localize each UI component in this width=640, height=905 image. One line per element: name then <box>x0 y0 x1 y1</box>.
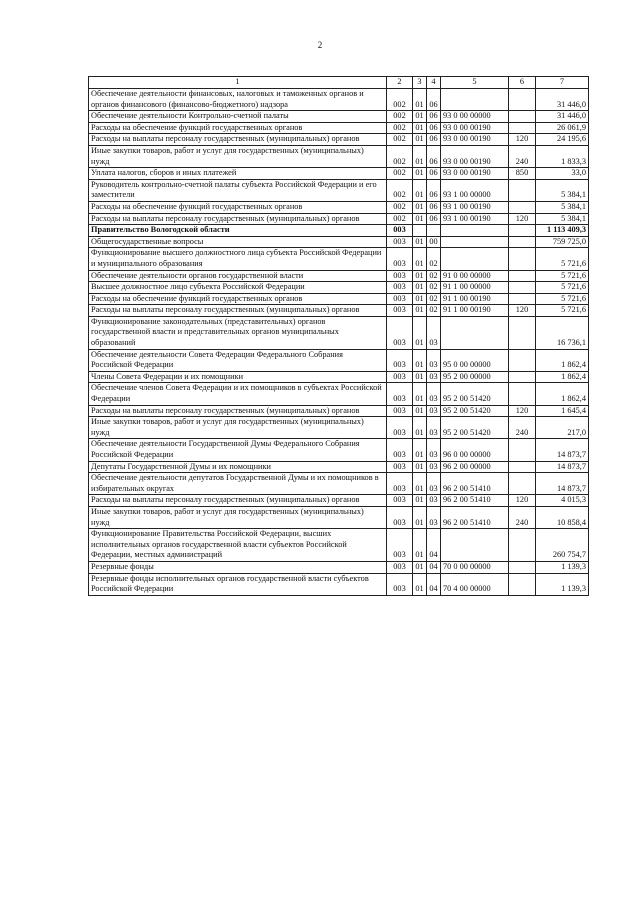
row-code-expense-type <box>509 293 536 305</box>
row-amount: 1 139,3 <box>536 561 589 573</box>
row-code-section: 01 <box>413 305 427 317</box>
row-amount: 14 873,7 <box>536 461 589 473</box>
row-code-subsection: 03 <box>427 439 441 461</box>
row-code-section: 01 <box>413 179 427 201</box>
row-code-ministry: 002 <box>387 145 413 167</box>
row-code-section: 01 <box>413 461 427 473</box>
table-row <box>89 122 589 134</box>
row-code-section: 01 <box>413 495 427 507</box>
row-code-expense-type: 850 <box>509 168 536 180</box>
row-code-target: 95 2 00 51420 <box>441 405 509 417</box>
row-amount: 24 195,6 <box>536 134 589 146</box>
row-code-ministry: 002 <box>387 89 413 111</box>
row-code-ministry: 002 <box>387 122 413 134</box>
row-code-section: 01 <box>413 89 427 111</box>
row-code-expense-type: 120 <box>509 305 536 317</box>
row-name: Правительство Вологодской области <box>89 225 387 237</box>
row-code-expense-type: 240 <box>509 506 536 528</box>
row-amount: 31 446,0 <box>536 89 589 111</box>
row-amount: 26 061,9 <box>536 122 589 134</box>
row-code-target: 93 0 00 00000 <box>441 111 509 123</box>
row-code-subsection: 06 <box>427 111 441 123</box>
row-amount: 5 384,1 <box>536 201 589 213</box>
row-code-target: 96 2 00 51410 <box>441 495 509 507</box>
row-code-target: 70 4 00 00000 <box>441 573 509 595</box>
row-code-subsection: 06 <box>427 168 441 180</box>
row-code-expense-type <box>509 282 536 294</box>
row-code-ministry: 003 <box>387 282 413 294</box>
row-code-ministry: 003 <box>387 417 413 439</box>
row-code-target: 95 2 00 00000 <box>441 371 509 383</box>
row-code-subsection: 06 <box>427 122 441 134</box>
row-amount: 1 139,3 <box>536 573 589 595</box>
row-name: Функционирование Правительства Российской Федерации, высших исполнительных органов государственной власти субъектов Российской Федерации, местных администраций <box>89 529 387 562</box>
row-code-section: 01 <box>413 417 427 439</box>
row-name: Функционирование законодательных (представительных) органов государственной власти и представительных органов муниципальных образований <box>89 316 387 349</box>
table-row <box>89 561 589 573</box>
row-code-target: 95 2 00 51420 <box>441 383 509 405</box>
row-code-expense-type: 120 <box>509 405 536 417</box>
row-name: Расходы на обеспечение функций государственных органов <box>89 122 387 134</box>
row-code-expense-type <box>509 439 536 461</box>
row-code-target: 96 2 00 51410 <box>441 506 509 528</box>
column-header: 3 <box>413 77 427 89</box>
row-code-expense-type <box>509 573 536 595</box>
table-row <box>89 236 589 248</box>
row-name: Обеспечение деятельности депутатов Государственной Думы и их помощников в избирательных округах <box>89 473 387 495</box>
row-code-subsection: 04 <box>427 573 441 595</box>
table-row <box>89 213 589 225</box>
table-row <box>89 495 589 507</box>
row-code-expense-type <box>509 248 536 270</box>
row-code-section: 01 <box>413 145 427 167</box>
row-amount: 217,0 <box>536 417 589 439</box>
row-code-section: 01 <box>413 561 427 573</box>
row-amount: 31 446,0 <box>536 111 589 123</box>
row-code-ministry: 002 <box>387 168 413 180</box>
row-code-target: 91 1 00 00190 <box>441 293 509 305</box>
row-code-target: 93 0 00 00190 <box>441 134 509 146</box>
row-amount: 33,0 <box>536 168 589 180</box>
row-code-ministry: 003 <box>387 383 413 405</box>
table-row <box>89 417 589 439</box>
row-code-expense-type <box>509 89 536 111</box>
row-code-expense-type <box>509 270 536 282</box>
row-code-expense-type <box>509 179 536 201</box>
row-code-section: 01 <box>413 236 427 248</box>
row-code-section: 01 <box>413 371 427 383</box>
column-header: 6 <box>509 77 536 89</box>
row-code-ministry: 003 <box>387 405 413 417</box>
row-code-subsection: 03 <box>427 405 441 417</box>
row-code-target: 95 0 00 00000 <box>441 349 509 371</box>
row-code-subsection: 03 <box>427 417 441 439</box>
row-code-target: 91 1 00 00190 <box>441 305 509 317</box>
row-code-ministry: 002 <box>387 111 413 123</box>
row-name: Резервные фонды исполнительных органов государственной власти субъектов Российской Федерации <box>89 573 387 595</box>
row-code-subsection: 03 <box>427 371 441 383</box>
column-header: 5 <box>441 77 509 89</box>
table-row <box>89 405 589 417</box>
row-amount: 260 754,7 <box>536 529 589 562</box>
row-name: Обеспечение деятельности Совета Федерации Федерального Собрания Российской Федерации <box>89 349 387 371</box>
row-code-target: 96 0 00 00000 <box>441 439 509 461</box>
table-header-row <box>89 77 589 89</box>
row-code-subsection: 02 <box>427 248 441 270</box>
row-code-expense-type <box>509 349 536 371</box>
row-code-subsection: 02 <box>427 282 441 294</box>
row-code-ministry: 003 <box>387 439 413 461</box>
row-code-subsection: 06 <box>427 201 441 213</box>
table-row <box>89 111 589 123</box>
row-code-target: 70 0 00 00000 <box>441 561 509 573</box>
row-code-target: 91 1 00 00000 <box>441 282 509 294</box>
row-code-subsection: 03 <box>427 349 441 371</box>
row-name: Расходы на выплаты персоналу государственных (муниципальных) органов <box>89 495 387 507</box>
row-name: Обеспечение деятельности финансовых, налоговых и таможенных органов и органов финансового (финансово-бюджетного) надзора <box>89 89 387 111</box>
row-code-target: 96 2 00 00000 <box>441 461 509 473</box>
row-code-ministry: 003 <box>387 349 413 371</box>
budget-table <box>88 76 589 596</box>
row-code-ministry: 003 <box>387 270 413 282</box>
row-amount: 1 113 409,3 <box>536 225 589 237</box>
row-code-expense-type: 240 <box>509 145 536 167</box>
column-header: 7 <box>536 77 589 89</box>
row-code-ministry: 003 <box>387 236 413 248</box>
row-code-expense-type: 240 <box>509 417 536 439</box>
row-code-expense-type <box>509 236 536 248</box>
row-code-expense-type <box>509 122 536 134</box>
row-code-subsection: 03 <box>427 316 441 349</box>
row-amount: 759 725,0 <box>536 236 589 248</box>
row-code-target: 93 0 00 00190 <box>441 145 509 167</box>
row-code-expense-type: 120 <box>509 213 536 225</box>
row-code-expense-type <box>509 529 536 562</box>
row-name: Расходы на выплаты персоналу государственных (муниципальных) органов <box>89 405 387 417</box>
row-code-subsection: 02 <box>427 305 441 317</box>
column-header: 1 <box>89 77 387 89</box>
row-code-expense-type <box>509 201 536 213</box>
row-name: Депутаты Государственной Думы и их помощники <box>89 461 387 473</box>
row-code-section: 01 <box>413 282 427 294</box>
row-name: Руководитель контрольно-счетной палаты субъекта Российской Федерации и его заместители <box>89 179 387 201</box>
row-code-subsection: 03 <box>427 473 441 495</box>
row-code-ministry: 002 <box>387 201 413 213</box>
row-code-section: 01 <box>413 248 427 270</box>
row-amount: 1 862,4 <box>536 383 589 405</box>
row-code-expense-type <box>509 225 536 237</box>
table-row <box>89 573 589 595</box>
row-code-ministry: 003 <box>387 225 413 237</box>
table-row <box>89 145 589 167</box>
row-code-target: 93 1 00 00000 <box>441 179 509 201</box>
row-name: Общегосударственные вопросы <box>89 236 387 248</box>
page-number: 2 <box>317 40 323 50</box>
row-code-target: 93 0 00 00190 <box>441 168 509 180</box>
row-code-ministry: 003 <box>387 371 413 383</box>
table-row <box>89 270 589 282</box>
row-code-target: 93 1 00 00190 <box>441 201 509 213</box>
row-code-subsection: 06 <box>427 89 441 111</box>
row-amount: 5 721,6 <box>536 248 589 270</box>
row-amount: 14 873,7 <box>536 473 589 495</box>
table-row <box>89 305 589 317</box>
column-header: 4 <box>427 77 441 89</box>
row-code-section: 01 <box>413 134 427 146</box>
row-code-ministry: 003 <box>387 305 413 317</box>
row-code-ministry: 003 <box>387 561 413 573</box>
row-code-subsection: 06 <box>427 134 441 146</box>
row-amount: 16 736,1 <box>536 316 589 349</box>
row-code-expense-type <box>509 461 536 473</box>
row-name: Обеспечение деятельности органов государственной власти <box>89 270 387 282</box>
row-amount: 5 721,6 <box>536 282 589 294</box>
row-code-expense-type <box>509 316 536 349</box>
table-row <box>89 371 589 383</box>
row-code-section: 01 <box>413 349 427 371</box>
row-code-target <box>441 236 509 248</box>
row-name: Иные закупки товаров, работ и услуг для государственных (муниципальных) нужд <box>89 506 387 528</box>
row-code-section <box>413 225 427 237</box>
row-code-section: 01 <box>413 439 427 461</box>
row-code-expense-type <box>509 371 536 383</box>
row-amount: 5 721,6 <box>536 270 589 282</box>
row-code-expense-type <box>509 383 536 405</box>
table-row <box>89 179 589 201</box>
row-code-target <box>441 89 509 111</box>
table-row <box>89 529 589 562</box>
row-name: Расходы на выплаты персоналу государственных (муниципальных) органов <box>89 305 387 317</box>
row-code-ministry: 002 <box>387 213 413 225</box>
row-name: Расходы на обеспечение функций государственных органов <box>89 201 387 213</box>
row-code-section: 01 <box>413 573 427 595</box>
row-code-section: 01 <box>413 383 427 405</box>
row-code-ministry: 003 <box>387 316 413 349</box>
row-code-ministry: 003 <box>387 293 413 305</box>
row-code-ministry: 003 <box>387 573 413 595</box>
row-code-section: 01 <box>413 168 427 180</box>
row-amount: 10 858,4 <box>536 506 589 528</box>
row-amount: 1 862,4 <box>536 371 589 383</box>
row-name: Резервные фонды <box>89 561 387 573</box>
row-code-subsection: 03 <box>427 506 441 528</box>
table-row <box>89 506 589 528</box>
row-code-subsection <box>427 225 441 237</box>
row-name: Иные закупки товаров, работ и услуг для государственных (муниципальных) нужд <box>89 417 387 439</box>
table-row <box>89 89 589 111</box>
table-row <box>89 349 589 371</box>
row-code-section: 01 <box>413 293 427 305</box>
row-code-ministry: 002 <box>387 134 413 146</box>
row-code-section: 01 <box>413 213 427 225</box>
row-amount: 14 873,7 <box>536 439 589 461</box>
row-code-section: 01 <box>413 122 427 134</box>
row-code-subsection: 06 <box>427 179 441 201</box>
row-code-section: 01 <box>413 316 427 349</box>
table-row <box>89 461 589 473</box>
row-code-expense-type <box>509 561 536 573</box>
row-code-subsection: 00 <box>427 236 441 248</box>
row-name: Иные закупки товаров, работ и услуг для государственных (муниципальных) нужд <box>89 145 387 167</box>
row-code-section: 01 <box>413 506 427 528</box>
row-amount: 1 862,4 <box>536 349 589 371</box>
row-code-ministry: 003 <box>387 473 413 495</box>
row-code-section: 01 <box>413 201 427 213</box>
row-code-target <box>441 529 509 562</box>
row-code-subsection: 02 <box>427 270 441 282</box>
table-row <box>89 168 589 180</box>
row-code-subsection: 06 <box>427 145 441 167</box>
row-code-ministry: 003 <box>387 248 413 270</box>
row-code-expense-type <box>509 111 536 123</box>
row-amount: 1 645,4 <box>536 405 589 417</box>
row-name: Обеспечение деятельности Контрольно-счетной палаты <box>89 111 387 123</box>
row-code-subsection: 06 <box>427 213 441 225</box>
row-code-section: 01 <box>413 405 427 417</box>
table-row <box>89 248 589 270</box>
row-name: Расходы на выплаты персоналу государственных (муниципальных) органов <box>89 134 387 146</box>
row-code-section: 01 <box>413 270 427 282</box>
row-amount: 5 384,1 <box>536 213 589 225</box>
row-name: Высшее должностное лицо субъекта Российской Федерации <box>89 282 387 294</box>
row-code-subsection: 03 <box>427 461 441 473</box>
table-row <box>89 316 589 349</box>
row-amount: 5 721,6 <box>536 293 589 305</box>
row-code-subsection: 04 <box>427 561 441 573</box>
row-code-target <box>441 225 509 237</box>
row-name: Обеспечение членов Совета Федерации и их помощников в субъектах Российской Федерации <box>89 383 387 405</box>
row-code-ministry: 003 <box>387 461 413 473</box>
table-row <box>89 293 589 305</box>
row-code-expense-type: 120 <box>509 134 536 146</box>
row-code-target: 93 1 00 00190 <box>441 213 509 225</box>
row-name: Обеспечение деятельности Государственной Думы Федерального Собрания Российской Федерации <box>89 439 387 461</box>
row-code-ministry: 003 <box>387 495 413 507</box>
table-row <box>89 383 589 405</box>
row-code-ministry: 002 <box>387 179 413 201</box>
row-code-target: 95 2 00 51420 <box>441 417 509 439</box>
row-amount: 5 384,1 <box>536 179 589 201</box>
row-name: Расходы на обеспечение функций государственных органов <box>89 293 387 305</box>
row-code-ministry: 003 <box>387 506 413 528</box>
row-code-ministry: 003 <box>387 529 413 562</box>
row-code-target <box>441 248 509 270</box>
row-amount: 4 015,3 <box>536 495 589 507</box>
row-code-subsection: 03 <box>427 495 441 507</box>
column-header: 2 <box>387 77 413 89</box>
row-amount: 1 833,3 <box>536 145 589 167</box>
row-code-section: 01 <box>413 529 427 562</box>
table-row <box>89 282 589 294</box>
row-code-target: 91 0 00 00000 <box>441 270 509 282</box>
row-code-target: 96 2 00 51410 <box>441 473 509 495</box>
row-code-expense-type <box>509 473 536 495</box>
table-row <box>89 439 589 461</box>
row-code-expense-type: 120 <box>509 495 536 507</box>
row-code-section: 01 <box>413 111 427 123</box>
row-name: Функционирование высшего должностного лица субъекта Российской Федерации и муниципального образования <box>89 248 387 270</box>
row-code-target <box>441 316 509 349</box>
table-row <box>89 134 589 146</box>
row-code-subsection: 02 <box>427 293 441 305</box>
row-amount: 5 721,6 <box>536 305 589 317</box>
row-code-target: 93 0 00 00190 <box>441 122 509 134</box>
row-code-section: 01 <box>413 473 427 495</box>
row-name: Расходы на выплаты персоналу государственных (муниципальных) органов <box>89 213 387 225</box>
row-name: Члены Совета Федерации и их помощники <box>89 371 387 383</box>
table-row <box>89 201 589 213</box>
table-row <box>89 473 589 495</box>
row-code-subsection: 04 <box>427 529 441 562</box>
row-code-subsection: 03 <box>427 383 441 405</box>
row-name: Уплата налогов, сборов и иных платежей <box>89 168 387 180</box>
table-row <box>89 225 589 237</box>
